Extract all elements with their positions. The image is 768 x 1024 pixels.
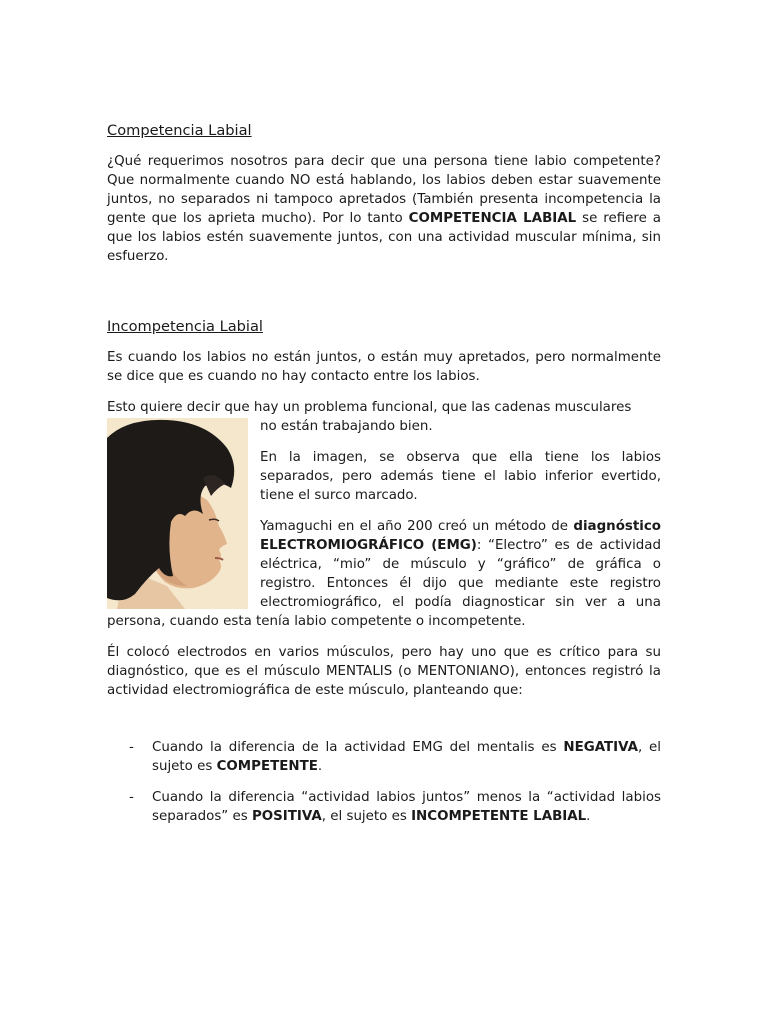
paragraph-image-description: En la imagen, se observa que ella tiene los labios separados, pero además tiene el labio inferior evertido, tiene el surco marcado.	[260, 450, 661, 503]
paragraph-competencia	[107, 152, 661, 266]
profile-photo	[107, 418, 248, 609]
section-title-incompetencia: Incompetencia Labial	[107, 318, 263, 335]
list-dash: -	[129, 740, 134, 755]
text-run: .	[317, 759, 323, 774]
text-run: Cuando la diferencia de la actividad EMG del mentalis es	[152, 740, 564, 755]
document-body	[107, 121, 661, 838]
text-run: Yamaguchi en el año 200 creó un método de	[260, 519, 574, 534]
text-run: Cuando la diferencia “actividad labios juntos” menos la “actividad labios separados” es	[152, 790, 661, 824]
text-run: Esto quiere decir que hay un problema funcional, que las cadenas musculares	[107, 400, 632, 415]
bold-term: COMPETENCIA LABIAL	[408, 211, 577, 226]
bold-term: POSITIVA	[251, 809, 322, 824]
bold-term: INCOMPETENTE LABIAL	[411, 809, 587, 824]
paragraph-functional-intro	[107, 398, 661, 417]
text-run: , el sujeto es	[321, 809, 412, 824]
list-item	[107, 738, 661, 776]
list-dash: -	[129, 790, 134, 805]
text-run: , el sujeto es	[152, 740, 661, 774]
text-run: : “Electro” es de actividad eléctrica, “mio” de músculo y “gráfico” de gráfica o registro. Entonces él dijo que mediante este registro electromiográfico, el podía diagnosticar sin ver a una persona, cuando esta tenía labio competente o incompetente.	[107, 538, 662, 629]
bold-term: diagnóstico ELECTROMIOGRÁFICO (EMG)	[260, 519, 661, 553]
paragraph-definition: Es cuando los labios no están juntos, o están muy apretados, pero normalmente se dice que es cuando no hay contacto entre los labios.	[107, 350, 661, 384]
text-run: se refiere a que los labios estén suavemente juntos, con una actividad muscular mínima, sin esfuerzo.	[107, 211, 661, 264]
paragraph-electrodes: Él colocó electrodos en varios músculos, pero hay uno que es crítico para su diagnóstico, que es el músculo MENTALIS (o MENTONIANO), entonces registró la actividad electromiográfica de este músculo, planteando que:	[107, 645, 661, 698]
text-run: ¿Qué requerimos nosotros para decir que una persona tiene labio competente? Que normalmente cuando NO está hablando, los labios deben estar suavemente juntos, no separados ni tampoco apretados (También presenta incompetencia la gente que los aprieta mucho). Por lo tanto	[107, 154, 661, 226]
spacer	[107, 278, 661, 317]
bold-term: COMPETENTE	[216, 759, 318, 774]
criteria-list	[107, 738, 661, 826]
section-title-competencia: Competencia Labial	[107, 122, 252, 139]
profile-photo-image	[107, 418, 248, 609]
list-item	[107, 788, 661, 826]
text-run: .	[586, 809, 591, 824]
paragraph-functional-continued: no están trabajando bien.	[260, 419, 433, 434]
bold-term: NEGATIVA	[563, 740, 638, 755]
